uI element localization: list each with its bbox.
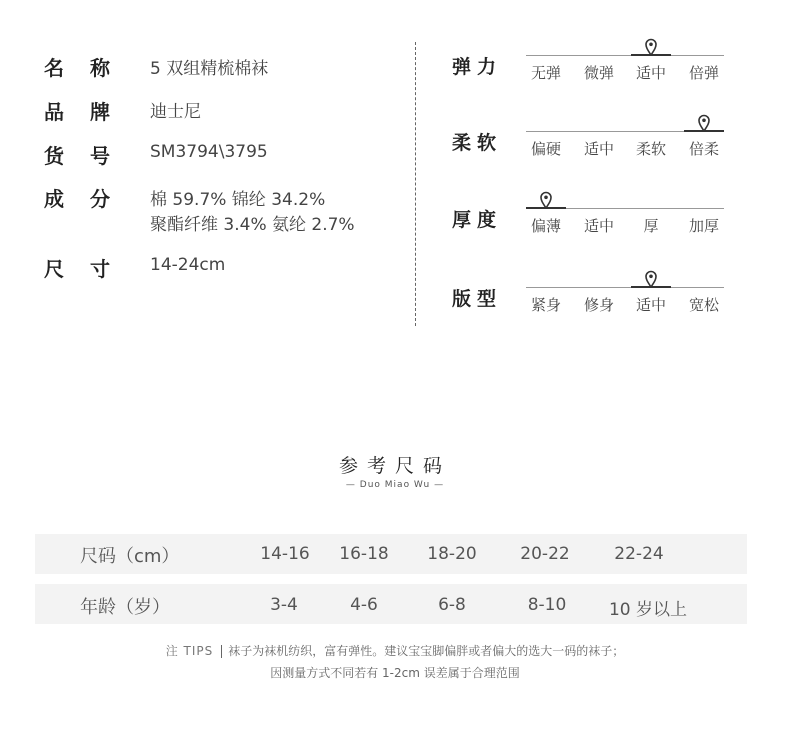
scale-title: 厚度 [452,209,503,231]
location-pin-icon [644,38,658,56]
age-cell: 4-6 [350,595,378,615]
scale-option: 适中 [635,64,667,82]
tips-text2: 因测量方式不同若有 1-2cm 误差属于合理范围 [270,666,520,680]
scale-option: 倍弹 [688,64,720,82]
age-cell: 8-10 [527,595,567,615]
size-cell: 14-16 [260,544,310,564]
size-row-header: 尺码（cm） [80,546,180,567]
age-cell: 3-4 [270,595,298,615]
scale-title: 弹力 [452,56,503,78]
name-label: 名称 [44,56,136,80]
tips-text1: 袜子为袜机纺织，富有弹性。建议宝宝脚偏胖或者偏大的选大一码的袜子； [228,644,625,658]
scale-option: 厚 [643,217,659,235]
scale-option: 紧身 [530,296,562,314]
scale-title: 柔软 [452,132,503,154]
size-chart-subtitle: — Duo Miao Wu — [345,480,445,490]
scale-option: 宽松 [688,296,720,314]
sku-value: SM3794\3795 [150,142,268,162]
scale-option: 偏硬 [530,140,562,158]
tips-tag: 注 TIPS [165,644,214,658]
size-label: 尺寸 [44,257,136,281]
scale-option: 无弹 [530,64,562,82]
scale-track [526,287,724,288]
composition-label: 成分 [44,187,136,211]
scale-track [526,55,724,56]
composition-line1: 棉 59.7% 锦纶 34.2% [150,190,326,210]
scale-option: 柔软 [635,140,667,158]
age-row-header: 年龄（岁） [80,597,170,618]
brand-value: 迪士尼 [150,102,201,122]
tips-separator [221,645,222,658]
size-cell: 16-18 [339,544,389,564]
scale-option: 修身 [583,296,615,314]
location-pin-icon [539,191,553,209]
name-value: 5 双组精梳棉袜 [150,59,269,79]
size-cell: 18-20 [427,544,477,564]
scale-title: 版型 [452,288,503,310]
location-pin-icon [697,114,711,132]
scale-option: 微弹 [583,64,615,82]
composition-line2: 聚酯纤维 3.4% 氨纶 2.7% [150,215,355,235]
sku-label: 货号 [44,144,136,168]
scale-option: 适中 [583,217,615,235]
age-cell: 10 岁以上 [608,600,688,620]
size-value: 14-24cm [150,255,226,275]
scale-option: 适中 [635,296,667,314]
scale-option: 倍柔 [688,140,720,158]
scale-option: 加厚 [688,217,720,235]
brand-label: 品牌 [44,100,136,124]
scale-option: 偏薄 [530,217,562,235]
tips-line2 [0,664,790,681]
age-cell: 6-8 [438,595,466,615]
location-pin-icon [644,270,658,288]
size-cell: 20-22 [520,544,570,564]
size-cell: 22-24 [614,544,664,564]
vertical-divider [415,42,416,326]
tips-line1 [0,642,790,659]
scale-option: 适中 [583,140,615,158]
size-chart-title: 参考尺码 [338,455,451,477]
